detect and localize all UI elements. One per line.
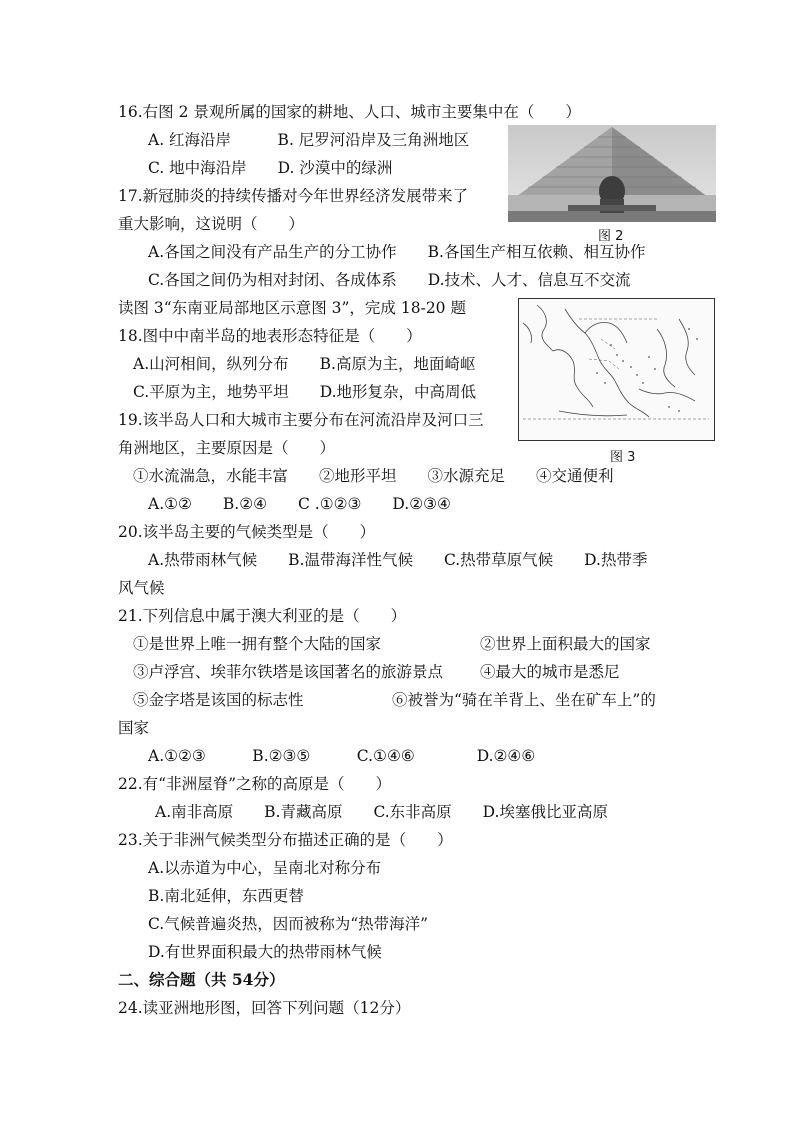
q19-stem-line2: 角洲地区，主要原因是（ ）: [118, 439, 336, 457]
figure3-southeast-asia-map: [518, 298, 715, 441]
section2-heading: 二、综合题（共 54分）: [118, 970, 285, 989]
q23-option-c: C.气候普遍炎热，因而被称为“热带海洋”: [148, 915, 429, 933]
q23-option-d: D.有世界面积最大的热带雨林气候: [148, 943, 382, 961]
q21-stem: 21.下列信息中属于澳大利亚的是（ ）: [118, 607, 407, 625]
q20-stem: 20.该半岛主要的气候类型是（ ）: [118, 523, 376, 541]
q18-options-cd: C.平原为主，地势平坦 D.地形复杂，中高周低: [133, 383, 477, 401]
q17-stem-line1: 17.新冠肺炎的持续传播对今年世界经济发展带来了: [118, 187, 469, 205]
q21-options: A.①②③ B.②③⑤ C.①④⑥ D.②④⑥: [148, 747, 536, 765]
q22-options: A.南非高原 B.青藏高原 C.东非高原 D.埃塞俄比亚高原: [155, 803, 608, 821]
q18-stem: 18.图中中南半岛的地表形态特征是（ ）: [118, 327, 422, 345]
q21-statement-6: ⑥被誉为“骑在羊背上、坐在矿车上”的: [392, 691, 656, 709]
q20-options: A.热带雨林气候 B.温带海洋性气候 C.热带草原气候 D.热带季: [148, 551, 648, 569]
q22-stem: 22.有“非洲屋脊”之称的高原是（ ）: [118, 775, 391, 793]
q19-stem-line1: 19.该半岛人口和大城市主要分布在河流沿岸及河口三: [118, 411, 484, 429]
q20-options-continued: 风气候: [118, 579, 165, 597]
q21-statement-5: ⑤金字塔是该国的标志性: [133, 691, 304, 709]
figure3-caption: 图 3: [610, 450, 636, 465]
q24-stem: 24.读亚洲地形图，回答下列问题（12分）: [118, 999, 411, 1017]
q19-statements: ①水流湍急，水能丰富 ②地形平坦 ③水源充足 ④交通便利: [133, 467, 614, 485]
q17-stem-line2: 重大影响，这说明（ ）: [118, 215, 305, 233]
q21-statement-3: ③卢浮宫、埃菲尔铁塔是该国著名的旅游景点: [133, 663, 444, 681]
figure2-pyramid-photo: [508, 125, 716, 222]
q23-option-a: A.以赤道为中心，呈南北对称分布: [148, 859, 382, 877]
q21-statement-1: ①是世界上唯一拥有整个大陆的国家: [133, 635, 382, 653]
figure2-caption: 图 2: [598, 229, 624, 244]
q18-options-ab: A.山河相间，纵列分布 B.高原为主，地面崎岖: [133, 355, 476, 373]
q21-statement-6-continued: 国家: [118, 719, 150, 737]
q16-stem: 16.右图 2 景观所属的国家的耕地、人口、城市主要集中在（ ）: [118, 103, 581, 121]
q19-options: A.①② B.②④ C .①②③ D.②③④: [148, 495, 451, 513]
q21-statement-2: ②世界上面积最大的国家: [480, 635, 651, 653]
q16-options-cd: C. 地中海沿岸 D. 沙漠中的绿洲: [148, 159, 393, 177]
q17-options-cd: C.各国之间仍为相对封闭、各成体系 D.技术、人才、信息互不交流: [148, 271, 631, 289]
q16-options-ab: A. 红海沿岸 B. 尼罗河沿岸及三角洲地区: [148, 131, 470, 149]
q21-statement-4: ④最大的城市是悉尼: [480, 663, 620, 681]
read-figure3-instruction: 读图 3“东南亚局部地区示意图 3”，完成 18-20 题: [118, 299, 466, 317]
q17-options-ab: A.各国之间没有产品生产的分工协作 B.各国生产相互依赖、相互协作: [148, 243, 646, 261]
q23-option-b: B.南北延伸，东西更替: [148, 887, 304, 905]
q23-stem: 23.关于非洲气候类型分布描述正确的是（ ）: [118, 831, 453, 849]
